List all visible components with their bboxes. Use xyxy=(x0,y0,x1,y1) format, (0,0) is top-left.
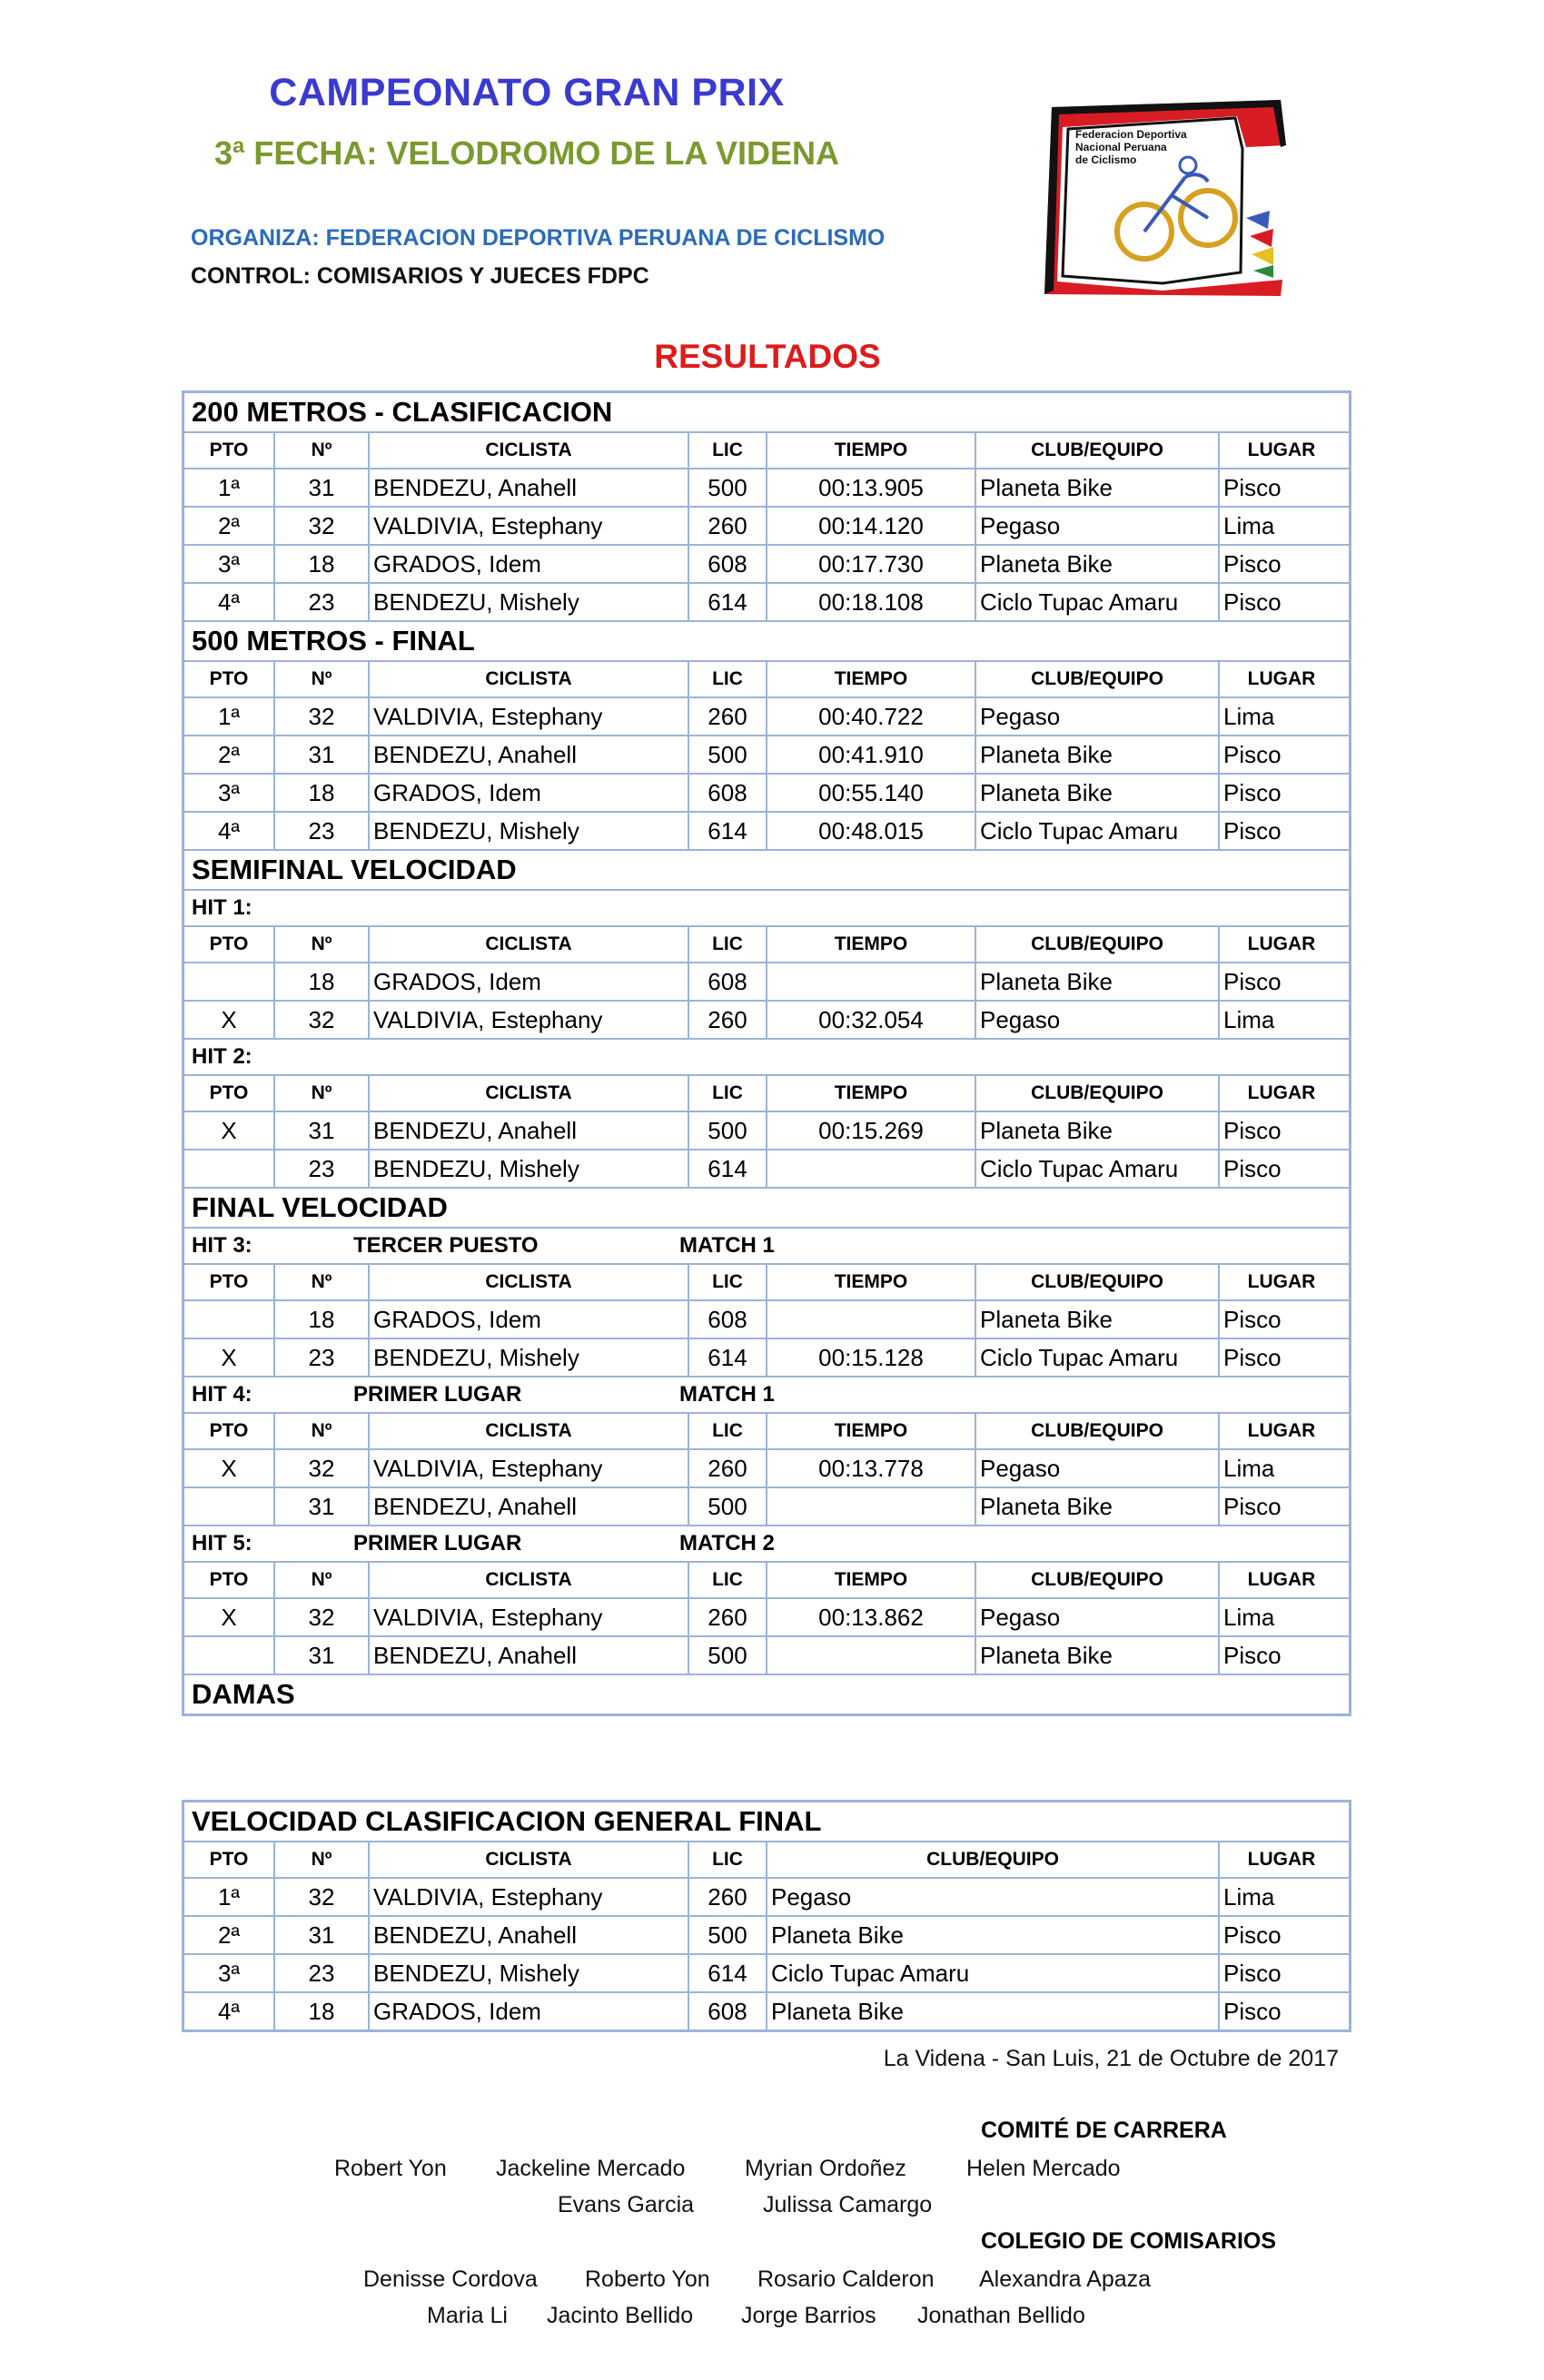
cell-no: 18 xyxy=(275,1301,370,1338)
header-no: Nº xyxy=(275,927,370,962)
hit-description: PRIMER LUGAR xyxy=(353,1531,522,1555)
header-lic: LIC xyxy=(689,1265,767,1299)
cell-lugar: Pisco xyxy=(1223,473,1282,501)
table-row xyxy=(184,1301,1349,1339)
cell-no: 23 xyxy=(275,1339,370,1376)
section-general-title: VELOCIDAD CLASIFICACION GENERAL FINAL xyxy=(184,1802,1349,1842)
logo-rider-head xyxy=(1180,157,1196,173)
header-lic: LIC xyxy=(689,433,767,468)
cell-pto: 4ª xyxy=(184,813,275,849)
cell-lugar: Pisco xyxy=(1223,778,1282,806)
cell-ciclista: GRADOS, Idem xyxy=(370,1301,689,1338)
cell-lic: 500 xyxy=(689,1488,767,1525)
logo-flag-red xyxy=(1250,229,1273,247)
cell-tiempo: 00:40.722 xyxy=(767,698,976,735)
cell-ciclista: BENDEZU, Anahell xyxy=(370,1637,689,1674)
header-pto: PTO xyxy=(184,1414,275,1448)
cell-pto: 4ª xyxy=(184,1993,275,2029)
cell-lic: 614 xyxy=(689,1955,767,1991)
cell-lic: 260 xyxy=(689,698,767,735)
hit-label: HIT 2: xyxy=(192,1044,252,1069)
table-row xyxy=(184,1450,1349,1488)
header-pto: PTO xyxy=(184,1842,275,1877)
cell-no: 18 xyxy=(275,775,370,811)
cell-pto xyxy=(184,1150,275,1187)
cell-lic: 608 xyxy=(689,963,767,1000)
header-tiempo: TIEMPO xyxy=(767,662,976,696)
table-header xyxy=(184,927,1349,963)
table-row xyxy=(184,698,1349,736)
header-pto: PTO xyxy=(184,927,275,962)
header-pto: PTO xyxy=(184,1563,275,1597)
header-pto: PTO xyxy=(184,662,275,696)
cell-ciclista: BENDEZU, Mishely xyxy=(370,1150,689,1187)
colegio-name: Jorge Barrios xyxy=(741,2303,876,2328)
table-header xyxy=(184,433,1349,469)
cell-no: 32 xyxy=(275,508,370,544)
header-lugar: LUGAR xyxy=(1247,1849,1316,1870)
cell-lugar: Pisco xyxy=(1223,1641,1282,1669)
cell-tiempo: 00:15.128 xyxy=(767,1339,976,1376)
cell-tiempo: 00:14.120 xyxy=(767,508,976,544)
cell-club: Planeta Bike xyxy=(767,1917,1220,1953)
cell-lic: 500 xyxy=(689,736,767,773)
cell-lic: 260 xyxy=(689,1002,767,1038)
section-damas-label: DAMAS xyxy=(192,1678,295,1710)
cell-no: 23 xyxy=(275,584,370,620)
cell-pto: X xyxy=(184,1002,275,1038)
header-lic: LIC xyxy=(689,1842,767,1877)
cell-pto xyxy=(184,1301,275,1338)
place-date: La Videna - San Luis, 21 de Octubre de 2017 xyxy=(883,2046,1339,2071)
comite-name: Helen Mercado xyxy=(966,2156,1121,2181)
cell-lic: 260 xyxy=(689,1879,767,1915)
cell-ciclista: BENDEZU, Mishely xyxy=(370,813,689,849)
cell-club: Pegaso xyxy=(976,1450,1220,1486)
table-row xyxy=(184,1955,1349,1993)
cell-lugar: Lima xyxy=(1223,1005,1275,1033)
cell-pto: 4ª xyxy=(184,584,275,620)
comite-name: Myrian Ordoñez xyxy=(745,2156,906,2181)
cell-lic: 614 xyxy=(689,1339,767,1376)
cell-club: Planeta Bike xyxy=(976,775,1220,811)
header-ciclista: CICLISTA xyxy=(370,927,689,962)
cell-club: Planeta Bike xyxy=(976,736,1220,773)
cell-ciclista: GRADOS, Idem xyxy=(370,963,689,1000)
hit-match: MATCH 1 xyxy=(679,1382,775,1407)
cell-pto: X xyxy=(184,1450,275,1486)
table-header xyxy=(184,662,1349,698)
cell-tiempo: 00:13.862 xyxy=(767,1599,976,1635)
cell-lic: 608 xyxy=(689,1993,767,2029)
cell-lic: 260 xyxy=(689,508,767,544)
header-club: CLUB/EQUIPO xyxy=(976,1076,1220,1111)
cell-tiempo: 00:17.730 xyxy=(767,546,976,582)
cell-ciclista: BENDEZU, Mishely xyxy=(370,1339,689,1376)
table-header xyxy=(184,1563,1349,1599)
header-lugar: LUGAR xyxy=(1247,439,1316,460)
comite-name: Evans Garcia xyxy=(558,2192,695,2217)
logo-text-line-3: de Ciclismo xyxy=(1075,153,1137,166)
logo-flag-yellow xyxy=(1252,247,1273,265)
header-no: Nº xyxy=(275,1265,370,1299)
table-row xyxy=(184,1488,1349,1526)
table-row xyxy=(184,736,1349,775)
cell-lic: 614 xyxy=(689,1150,767,1187)
hit-label: HIT 4: xyxy=(192,1382,252,1407)
cell-no: 31 xyxy=(275,1917,370,1953)
header-lic: LIC xyxy=(689,662,767,696)
cell-no: 18 xyxy=(275,546,370,582)
cell-tiempo xyxy=(767,963,976,1000)
cell-lic: 500 xyxy=(689,1112,767,1149)
cell-no: 32 xyxy=(275,1002,370,1038)
table-row xyxy=(184,1599,1349,1637)
table-row xyxy=(184,1112,1349,1150)
cell-ciclista: BENDEZU, Mishely xyxy=(370,1955,689,1991)
table-row xyxy=(184,963,1349,1002)
cell-club: Planeta Bike xyxy=(976,1488,1220,1525)
table-row xyxy=(184,813,1349,851)
colegio-name: Jonathan Bellido xyxy=(917,2303,1085,2328)
cell-pto: 3ª xyxy=(184,1955,275,1991)
header-ciclista: CICLISTA xyxy=(370,662,689,696)
table-row xyxy=(184,508,1349,546)
comite-name: Jackeline Mercado xyxy=(496,2156,686,2181)
cell-no: 31 xyxy=(275,736,370,773)
general-classification-frame xyxy=(182,1800,1351,2032)
table-row xyxy=(184,1993,1349,2029)
table-row xyxy=(184,1339,1349,1378)
table-row xyxy=(184,584,1349,622)
colegio-name: Roberto Yon xyxy=(585,2266,710,2292)
results-heading: RESULTADOS xyxy=(654,338,881,375)
cell-pto: X xyxy=(184,1339,275,1376)
table-row xyxy=(184,1002,1349,1040)
cell-lugar: Lima xyxy=(1223,1454,1275,1482)
cell-lugar: Pisco xyxy=(1223,1997,1282,2025)
cell-club: Planeta Bike xyxy=(976,1301,1220,1338)
cell-ciclista: VALDIVIA, Estephany xyxy=(370,508,689,544)
cell-tiempo: 00:15.269 xyxy=(767,1112,976,1149)
header-tiempo: TIEMPO xyxy=(767,1414,976,1448)
cell-no: 23 xyxy=(275,813,370,849)
colegio-name: Jacinto Bellido xyxy=(547,2303,694,2328)
cell-lugar: Pisco xyxy=(1223,1492,1282,1520)
cell-club: Ciclo Tupac Amaru xyxy=(976,813,1220,849)
cell-pto: 1ª xyxy=(184,1879,275,1915)
hit-label: HIT 1: xyxy=(192,895,252,920)
cell-lugar: Pisco xyxy=(1223,549,1282,578)
section-200m-title: 200 METROS - CLASIFICACION xyxy=(184,393,1349,433)
header-tiempo: TIEMPO xyxy=(767,433,976,468)
header-ciclista: CICLISTA xyxy=(370,1842,689,1877)
cell-pto: 2ª xyxy=(184,736,275,773)
cell-no: 32 xyxy=(275,1599,370,1635)
cell-lic: 608 xyxy=(689,546,767,582)
cell-club: Planeta Bike xyxy=(976,469,1220,506)
cell-no: 23 xyxy=(275,1955,370,1991)
cell-tiempo: 00:48.015 xyxy=(767,813,976,849)
colegio-name: Rosario Calderon xyxy=(757,2266,935,2292)
header-pto: PTO xyxy=(184,1076,275,1111)
cell-lugar: Pisco xyxy=(1223,1343,1282,1371)
colegio-name: Denisse Cordova xyxy=(363,2266,538,2292)
logo-flag-green xyxy=(1253,265,1273,278)
cell-club: Planeta Bike xyxy=(976,963,1220,1000)
comite-name: Julissa Camargo xyxy=(763,2192,933,2217)
hit-1-label xyxy=(184,891,1349,927)
header-no: Nº xyxy=(275,1414,370,1448)
header-club: CLUB/EQUIPO xyxy=(976,1265,1220,1299)
cell-lic: 260 xyxy=(689,1450,767,1486)
cell-club: Ciclo Tupac Amaru xyxy=(767,1955,1220,1991)
hit-label: HIT 3: xyxy=(192,1233,252,1258)
cell-pto: 2ª xyxy=(184,1917,275,1953)
cell-ciclista: VALDIVIA, Estephany xyxy=(370,1450,689,1486)
hit-description: PRIMER LUGAR xyxy=(353,1382,522,1407)
cell-lic: 500 xyxy=(689,469,767,506)
cell-lugar: Lima xyxy=(1223,511,1275,539)
cell-no: 31 xyxy=(275,469,370,506)
control-line: CONTROL: COMISARIOS Y JUECES FDPC xyxy=(191,263,649,289)
cell-pto: 1ª xyxy=(184,698,275,735)
section-final-title: FINAL VELOCIDAD xyxy=(184,1189,1349,1229)
cell-club: Pegaso xyxy=(976,698,1220,735)
cell-lic: 260 xyxy=(689,1599,767,1635)
cell-pto xyxy=(184,963,275,1000)
cell-lugar: Lima xyxy=(1223,1603,1275,1631)
table-row xyxy=(184,469,1349,508)
cell-tiempo: 00:55.140 xyxy=(767,775,976,811)
header-ciclista: CICLISTA xyxy=(370,1265,689,1299)
table-row xyxy=(184,1150,1349,1189)
header-club: CLUB/EQUIPO xyxy=(976,433,1220,468)
header-pto: PTO xyxy=(184,1265,275,1299)
cell-pto: 3ª xyxy=(184,546,275,582)
colegio-name: Maria Li xyxy=(427,2303,508,2328)
header-pto: PTO xyxy=(184,433,275,468)
header-tiempo: TIEMPO xyxy=(767,1563,976,1597)
cell-pto: X xyxy=(184,1599,275,1635)
cell-pto: X xyxy=(184,1112,275,1149)
cell-tiempo: 00:13.778 xyxy=(767,1450,976,1486)
cell-club: Planeta Bike xyxy=(767,1993,1220,2029)
cell-tiempo: 00:13.905 xyxy=(767,469,976,506)
cell-pto: 2ª xyxy=(184,508,275,544)
header-lic: LIC xyxy=(689,927,767,962)
cell-lugar: Pisco xyxy=(1223,740,1282,768)
cell-lic: 608 xyxy=(689,775,767,811)
cell-lugar: Pisco xyxy=(1223,1154,1282,1182)
page-title: CAMPEONATO GRAN PRIX xyxy=(269,71,785,114)
header-club: CLUB/EQUIPO xyxy=(976,662,1220,696)
cell-lic: 614 xyxy=(689,584,767,620)
cell-club: Planeta Bike xyxy=(976,546,1220,582)
header-lugar: LUGAR xyxy=(1247,1420,1316,1441)
cell-ciclista: BENDEZU, Anahell xyxy=(370,469,689,506)
header-tiempo: TIEMPO xyxy=(767,1076,976,1111)
cell-tiempo: 00:18.108 xyxy=(767,584,976,620)
hit-match: MATCH 2 xyxy=(679,1531,775,1555)
cell-ciclista: VALDIVIA, Estephany xyxy=(370,698,689,735)
section-500m-title: 500 METROS - FINAL xyxy=(184,622,1349,662)
header-ciclista: CICLISTA xyxy=(370,433,689,468)
header-ciclista: CICLISTA xyxy=(370,1076,689,1111)
cell-club: Ciclo Tupac Amaru xyxy=(976,1150,1220,1187)
cell-pto xyxy=(184,1488,275,1525)
comite-title: COMITÉ DE CARRERA xyxy=(981,2118,1227,2143)
hit-4-label xyxy=(184,1378,1349,1414)
cell-no: 23 xyxy=(275,1150,370,1187)
cell-ciclista: GRADOS, Idem xyxy=(370,1993,689,2029)
cell-no: 32 xyxy=(275,1879,370,1915)
header-club: CLUB/EQUIPO xyxy=(767,1842,1220,1877)
cell-no: 32 xyxy=(275,698,370,735)
table-header xyxy=(184,1265,1349,1301)
header-no: Nº xyxy=(275,1563,370,1597)
hit-label: HIT 5: xyxy=(192,1531,252,1555)
cell-club: Ciclo Tupac Amaru xyxy=(976,1339,1220,1376)
cell-lic: 500 xyxy=(689,1637,767,1674)
logo-flag-blue xyxy=(1246,211,1270,229)
cell-tiempo: 00:32.054 xyxy=(767,1002,976,1038)
hit-match: MATCH 1 xyxy=(679,1233,775,1258)
logo-text-line-1: Federacion Deportiva xyxy=(1075,128,1187,141)
header-lic: LIC xyxy=(689,1563,767,1597)
cell-lugar: Lima xyxy=(1223,702,1275,730)
cell-club: Ciclo Tupac Amaru xyxy=(976,584,1220,620)
cell-lugar: Pisco xyxy=(1223,816,1282,844)
cell-tiempo xyxy=(767,1637,976,1674)
header-lugar: LUGAR xyxy=(1247,1271,1316,1292)
header-tiempo: TIEMPO xyxy=(767,927,976,962)
header-no: Nº xyxy=(275,433,370,468)
cell-tiempo xyxy=(767,1301,976,1338)
cell-pto: 1ª xyxy=(184,469,275,506)
cell-no: 31 xyxy=(275,1488,370,1525)
cell-no: 32 xyxy=(275,1450,370,1486)
cell-ciclista: BENDEZU, Anahell xyxy=(370,736,689,773)
cell-pto: 3ª xyxy=(184,775,275,811)
results-frame xyxy=(182,390,1351,1716)
cell-ciclista: GRADOS, Idem xyxy=(370,775,689,811)
cell-lugar: Pisco xyxy=(1223,1921,1282,1949)
cell-lugar: Pisco xyxy=(1223,588,1282,616)
cell-tiempo xyxy=(767,1488,976,1525)
cell-ciclista: BENDEZU, Mishely xyxy=(370,584,689,620)
cell-ciclista: VALDIVIA, Estephany xyxy=(370,1002,689,1038)
table-row xyxy=(184,1879,1349,1917)
cell-club: Planeta Bike xyxy=(976,1112,1220,1149)
cell-club: Pegaso xyxy=(976,508,1220,544)
federation-logo xyxy=(1035,91,1299,300)
cell-club: Pegaso xyxy=(767,1879,1220,1915)
logo-text-line-2: Nacional Peruana xyxy=(1075,141,1167,153)
section-semifinal-title: SEMIFINAL VELOCIDAD xyxy=(184,851,1349,891)
header-club: CLUB/EQUIPO xyxy=(976,1414,1220,1448)
header-ciclista: CICLISTA xyxy=(370,1563,689,1597)
cell-lic: 500 xyxy=(689,1917,767,1953)
cell-tiempo xyxy=(767,1150,976,1187)
cell-lugar: Pisco xyxy=(1223,1305,1282,1333)
header-ciclista: CICLISTA xyxy=(370,1414,689,1448)
cell-lugar: Pisco xyxy=(1223,1959,1282,1987)
cell-ciclista: VALDIVIA, Estephany xyxy=(370,1879,689,1915)
header-lugar: LUGAR xyxy=(1247,668,1316,689)
header-lic: LIC xyxy=(689,1414,767,1448)
hit-2-label xyxy=(184,1040,1349,1076)
header-club: CLUB/EQUIPO xyxy=(976,927,1220,962)
header-lugar: LUGAR xyxy=(1247,933,1316,954)
cell-lugar: Lima xyxy=(1223,1882,1275,1911)
cell-lugar: Pisco xyxy=(1223,1116,1282,1144)
cell-no: 18 xyxy=(275,963,370,1000)
cell-pto xyxy=(184,1637,275,1674)
table-header xyxy=(184,1076,1349,1112)
organizer-line: ORGANIZA: FEDERACION DEPORTIVA PERUANA DE CICLISMO xyxy=(191,225,886,251)
table-header xyxy=(184,1414,1349,1450)
colegio-title: COLEGIO DE COMISARIOS xyxy=(981,2228,1277,2254)
header-lugar: LUGAR xyxy=(1247,1569,1316,1590)
comite-name: Robert Yon xyxy=(334,2156,447,2181)
hit-3-label xyxy=(184,1229,1349,1265)
cell-ciclista: BENDEZU, Anahell xyxy=(370,1917,689,1953)
cell-ciclista: VALDIVIA, Estephany xyxy=(370,1599,689,1635)
cell-club: Pegaso xyxy=(976,1002,1220,1038)
header-no: Nº xyxy=(275,1842,370,1877)
cell-no: 18 xyxy=(275,1993,370,2029)
cell-lic: 608 xyxy=(689,1301,767,1338)
cell-club: Pegaso xyxy=(976,1599,1220,1635)
cell-club: Planeta Bike xyxy=(976,1637,1220,1674)
header-no: Nº xyxy=(275,1076,370,1111)
header-tiempo: TIEMPO xyxy=(767,1265,976,1299)
cell-tiempo: 00:41.910 xyxy=(767,736,976,773)
table-row xyxy=(184,775,1349,813)
cell-lic: 614 xyxy=(689,813,767,849)
header-lic: LIC xyxy=(689,1076,767,1111)
table-row xyxy=(184,546,1349,584)
header-no: Nº xyxy=(275,662,370,696)
table-row xyxy=(184,1917,1349,1955)
page-subtitle: 3ª FECHA: VELODROMO DE LA VIDENA xyxy=(213,134,840,172)
hit-5-label xyxy=(184,1526,1349,1563)
colegio-name: Alexandra Apaza xyxy=(979,2266,1152,2292)
hit-description: TERCER PUESTO xyxy=(353,1233,539,1258)
table-header xyxy=(184,1842,1349,1879)
table-row xyxy=(184,1637,1349,1675)
cell-lugar: Pisco xyxy=(1223,967,1282,995)
cell-no: 31 xyxy=(275,1112,370,1149)
header-lugar: LUGAR xyxy=(1247,1082,1316,1103)
cell-ciclista: GRADOS, Idem xyxy=(370,546,689,582)
header-club: CLUB/EQUIPO xyxy=(976,1563,1220,1597)
cell-ciclista: BENDEZU, Anahell xyxy=(370,1488,689,1525)
cell-no: 31 xyxy=(275,1637,370,1674)
cell-ciclista: BENDEZU, Anahell xyxy=(370,1112,689,1149)
